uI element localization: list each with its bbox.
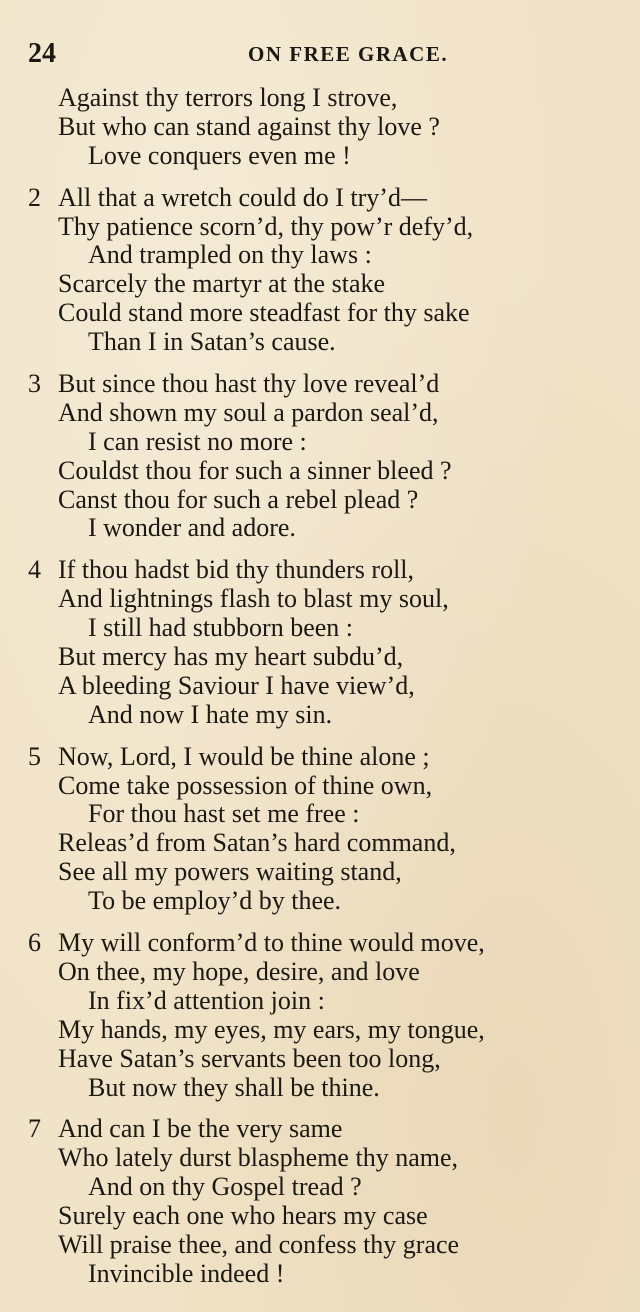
stanza-line: Will praise thee, and confess thy grace xyxy=(58,1229,460,1259)
stanza-line: Couldst thou for such a sinner bleed ? xyxy=(58,455,452,485)
stanza-line: And on thy Gospel tread ? xyxy=(88,1172,362,1202)
stanza-line: On thee, my hope, desire, and love xyxy=(58,956,420,986)
stanza-number: 4 xyxy=(28,555,41,585)
stanza-line: Releas’d from Satan’s hard command, xyxy=(58,828,456,858)
stanza-line: All that a wretch could do I try’d— xyxy=(58,182,427,212)
stanza-line: I still had stubborn been : xyxy=(88,613,354,643)
page-number: 24 xyxy=(28,38,56,69)
stanza-line: And shown my soul a pardon seal’d, xyxy=(58,397,439,427)
stanza-line: And now I hate my sin. xyxy=(88,699,333,729)
stanza-line: But who can stand against thy love ? xyxy=(58,111,440,141)
stanza-3 xyxy=(0,370,640,543)
stanza-4 xyxy=(0,556,640,729)
stanza-line: For thou hast set me free : xyxy=(88,799,360,829)
stanza-5 xyxy=(0,743,640,916)
stanza-line: But mercy has my heart subdu’d, xyxy=(58,642,404,672)
stanza-line: And can I be the very same xyxy=(58,1114,343,1144)
stanza-line: And lightnings flash to blast my soul, xyxy=(58,584,449,614)
running-title: ON FREE GRACE. xyxy=(248,42,449,66)
stanza-line: Invincible indeed ! xyxy=(88,1258,285,1288)
stanza-line: In fix’d attention join : xyxy=(88,985,325,1015)
stanza-line: Love conquers even me ! xyxy=(88,140,351,170)
stanza-number: 7 xyxy=(28,1114,41,1144)
stanza-line: Against thy terrors long I strove, xyxy=(58,83,398,112)
stanza-line: Who lately durst blaspheme thy name, xyxy=(58,1143,459,1173)
page-header xyxy=(28,38,612,70)
stanza-line: To be employ’d by thee. xyxy=(88,886,342,916)
stanza-line: Canst thou for such a rebel plead ? xyxy=(58,484,419,514)
stanza-line: Than I in Satan’s cause. xyxy=(88,327,336,357)
stanza-line: But now they shall be thine. xyxy=(88,1072,380,1102)
stanza-line: I can resist no more : xyxy=(88,426,307,456)
stanza-line: But since thou hast thy love reveal’d xyxy=(58,369,440,399)
stanza-line: I wonder and adore. xyxy=(88,513,296,543)
stanza-number: 2 xyxy=(28,182,41,212)
stanza-number: 3 xyxy=(28,369,41,399)
stanza-6 xyxy=(0,929,640,1102)
stanza-number: 6 xyxy=(28,928,41,958)
stanza-line: If thou hadst bid thy thunders roll, xyxy=(58,555,415,585)
stanza-7 xyxy=(0,1115,640,1288)
stanza-line: My will conform’d to thine would move, xyxy=(58,928,485,958)
stanza-line: Surely each one who hears my case xyxy=(58,1201,428,1231)
stanza-line: Thy patience scorn’d, thy pow’r defy’d, xyxy=(58,211,474,241)
stanza-line: A bleeding Saviour I have view’d, xyxy=(58,670,415,700)
stanza-line: See all my powers waiting stand, xyxy=(58,857,402,887)
stanza-line: Could stand more steadfast for thy sake xyxy=(58,298,470,328)
stanza-line: Have Satan’s servants been too long, xyxy=(58,1043,441,1073)
stanza-1 xyxy=(0,84,640,171)
stanza-number: 5 xyxy=(28,741,41,771)
stanza-line: Now, Lord, I would be thine alone ; xyxy=(58,741,430,771)
stanza-2 xyxy=(0,184,640,357)
hymn-text xyxy=(0,84,640,1302)
stanza-line: Scarcely the martyr at the stake xyxy=(58,269,386,299)
stanza-line: My hands, my eyes, my ears, my tongue, xyxy=(58,1014,485,1044)
stanza-line: And trampled on thy laws : xyxy=(88,240,372,270)
stanza-line: Come take possession of thine own, xyxy=(58,770,433,800)
